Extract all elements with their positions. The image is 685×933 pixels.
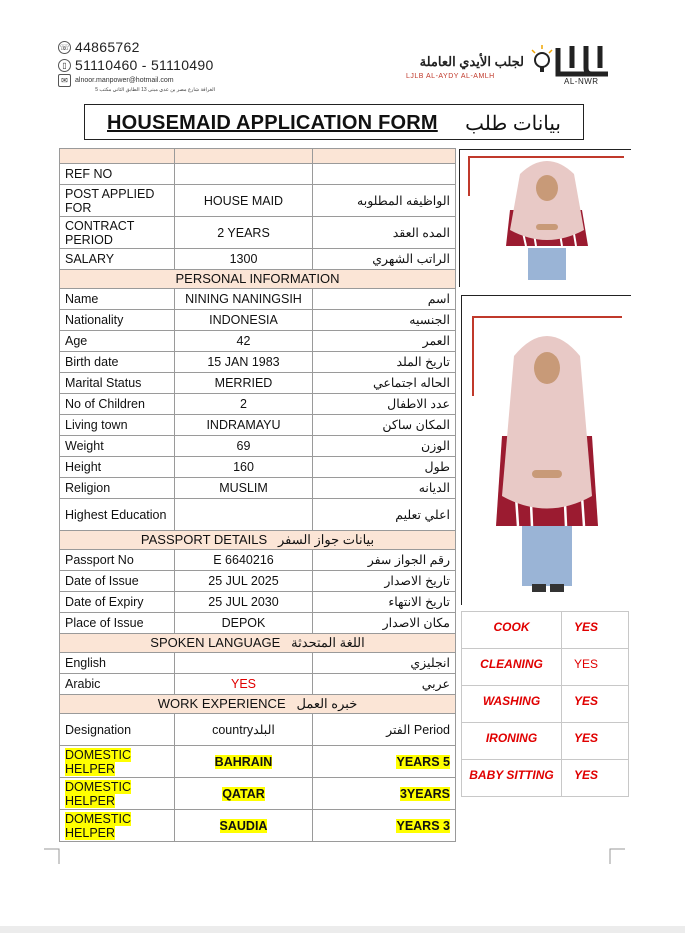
- work-designation-text: DOMESTIC HELPER: [65, 747, 131, 776]
- personal-row: [60, 415, 456, 436]
- personal-row: [60, 331, 456, 352]
- country-header: countryالبلد: [175, 714, 313, 746]
- post-ar: الواظيفه المطلوبه: [313, 185, 456, 217]
- phone-row: [58, 38, 215, 56]
- contract-ar: المده العقد: [313, 217, 456, 249]
- english-ar: انجليزي: [313, 653, 456, 674]
- passport-header-en: PASSPORT DETAILS: [140, 532, 268, 547]
- personal-value: 160: [175, 457, 313, 478]
- personal-header: PERSONAL INFORMATION: [60, 270, 456, 289]
- skill-name: IRONING: [462, 723, 562, 760]
- skills-table: [461, 611, 629, 797]
- contract-row: [60, 217, 456, 249]
- work-period: [313, 778, 456, 810]
- designation-header: Designation: [60, 714, 175, 746]
- cell: [60, 149, 175, 164]
- personal-label: Name: [60, 289, 175, 310]
- work-period-text: 3 YEARS: [396, 818, 450, 833]
- skill-row: [462, 760, 629, 797]
- post-row: [60, 185, 456, 217]
- work-row: [60, 810, 456, 842]
- email-row: [58, 74, 215, 86]
- work-designation: [60, 746, 175, 778]
- form-title: HOUSEMAID APPLICATION FORM: [107, 112, 438, 134]
- work-row: [60, 778, 456, 810]
- education-ar: اعلي تعليم: [313, 499, 456, 531]
- skills-rows: [462, 612, 629, 797]
- work-designation: [60, 778, 175, 810]
- passport-header: [60, 531, 456, 550]
- english-row: [60, 653, 456, 674]
- personal-label: Weight: [60, 436, 175, 457]
- personal-label: Religion: [60, 478, 175, 499]
- work-header-ar: خبره العمل: [296, 696, 358, 711]
- work-rows: [60, 746, 456, 842]
- personal-value: 69: [175, 436, 313, 457]
- skill-row: [462, 723, 629, 760]
- work-country-text: BAHRAIN: [214, 754, 273, 769]
- page-corner-right: [609, 848, 625, 864]
- work-columns-row: [60, 714, 456, 746]
- skill-value: YES: [562, 723, 629, 760]
- personal-row: [60, 289, 456, 310]
- company-name-en: LJLB AL-AYDY AL-AMLH: [406, 73, 495, 80]
- contact-block: [58, 38, 215, 93]
- passport-value: E 6640216: [175, 550, 313, 571]
- ref-row: [60, 164, 456, 185]
- contract-value: 2 YEARS: [175, 217, 313, 249]
- passport-ar: تاريخ الانتهاء: [313, 592, 456, 613]
- passport-ar: رقم الجواز سفر: [313, 550, 456, 571]
- personal-row: [60, 478, 456, 499]
- period-header: Period الفتر: [313, 714, 456, 746]
- personal-row: [60, 436, 456, 457]
- personal-rows: [60, 289, 456, 499]
- work-designation-text: DOMESTIC HELPER: [65, 811, 131, 840]
- education-value: [175, 499, 313, 531]
- personal-ar: طول: [313, 457, 456, 478]
- passport-row: [60, 613, 456, 634]
- personal-label: Height: [60, 457, 175, 478]
- personal-ar: الوزن: [313, 436, 456, 457]
- phone-number: 44865762: [75, 39, 140, 55]
- passport-row: [60, 550, 456, 571]
- skill-row: [462, 649, 629, 686]
- work-header-row: [60, 695, 456, 714]
- work-header: [60, 695, 456, 714]
- page-gutter: [0, 926, 685, 933]
- passport-label: Date of Issue: [60, 571, 175, 592]
- personal-row: [60, 352, 456, 373]
- personal-value: MUSLIM: [175, 478, 313, 499]
- personal-ar: الحاله اجتماعي: [313, 373, 456, 394]
- contract-label: CONTRACT PERIOD: [60, 217, 175, 249]
- title-box: [84, 104, 584, 140]
- passport-header-row: [60, 531, 456, 550]
- passport-value: DEPOK: [175, 613, 313, 634]
- work-period: [313, 810, 456, 842]
- personal-value: MERRIED: [175, 373, 313, 394]
- arabic-row: [60, 674, 456, 695]
- personal-label: Nationality: [60, 310, 175, 331]
- page-corner-left: [44, 848, 60, 864]
- work-period-text: 3YEARS: [399, 786, 450, 801]
- passport-value: 25 JUL 2030: [175, 592, 313, 613]
- work-country-text: SAUDIA: [219, 818, 268, 833]
- work-period: [313, 746, 456, 778]
- personal-row: [60, 394, 456, 415]
- work-row: [60, 746, 456, 778]
- personal-ar: عدد الاطفال: [313, 394, 456, 415]
- personal-header-row: [60, 270, 456, 289]
- ref-value: [175, 164, 313, 185]
- personal-value: INDRAMAYU: [175, 415, 313, 436]
- personal-label: Birth date: [60, 352, 175, 373]
- salary-ar: الراتب الشهري: [313, 249, 456, 270]
- personal-ar: الجنسيه: [313, 310, 456, 331]
- cell: [313, 149, 456, 164]
- personal-ar: اسم: [313, 289, 456, 310]
- passport-ar: تاريخ الاصدار: [313, 571, 456, 592]
- skill-name: COOK: [462, 612, 562, 649]
- work-country: [175, 746, 313, 778]
- post-value: HOUSE MAID: [175, 185, 313, 217]
- passport-label: Date of Expiry: [60, 592, 175, 613]
- work-header-en: WORK EXPERIENCE: [157, 696, 286, 711]
- personal-ar: العمر: [313, 331, 456, 352]
- salary-row: [60, 249, 456, 270]
- skill-name: BABY SITTING: [462, 760, 562, 797]
- passport-row: [60, 592, 456, 613]
- english-value: [175, 653, 313, 674]
- work-country-text: QATAR: [222, 786, 265, 801]
- skill-name: CLEANING: [462, 649, 562, 686]
- skill-value: YES: [562, 649, 629, 686]
- passport-row: [60, 571, 456, 592]
- skill-value: YES: [562, 760, 629, 797]
- passport-ar: مكان الاصدار: [313, 613, 456, 634]
- passport-header-ar: بيانات جواز السفر: [277, 532, 375, 547]
- mobile-row: [58, 56, 215, 74]
- work-period-text: 5 YEARS: [396, 754, 450, 769]
- form-title-ar: بيانات طلب: [465, 113, 561, 135]
- brand-name: AL-NWR: [564, 77, 599, 86]
- language-header: [60, 634, 456, 653]
- skill-value: YES: [562, 612, 629, 649]
- personal-ar: الديانه: [313, 478, 456, 499]
- salary-label: SALARY: [60, 249, 175, 270]
- personal-label: Marital Status: [60, 373, 175, 394]
- personal-label: No of Children: [60, 394, 175, 415]
- mobile-icon: ▯: [58, 59, 71, 72]
- english-label: English: [60, 653, 175, 674]
- passport-value: 25 JUL 2025: [175, 571, 313, 592]
- ref-label: REF NO: [60, 164, 175, 185]
- skill-row: [462, 686, 629, 723]
- passport-rows: [60, 550, 456, 634]
- passport-label: Place of Issue: [60, 613, 175, 634]
- education-row: [60, 499, 456, 531]
- skill-name: WASHING: [462, 686, 562, 723]
- work-designation-text: DOMESTIC HELPER: [65, 779, 131, 808]
- skill-row: [462, 612, 629, 649]
- work-country: [175, 810, 313, 842]
- personal-ar: المكان ساكن: [313, 415, 456, 436]
- arabic-value: YES: [175, 674, 313, 695]
- personal-row: [60, 457, 456, 478]
- post-label: POST APPLIED FOR: [60, 185, 175, 217]
- applicant-photo-portrait: [459, 149, 631, 287]
- personal-value: NINING NANINGSIH: [175, 289, 313, 310]
- personal-value: INDONESIA: [175, 310, 313, 331]
- personal-value: 15 JAN 1983: [175, 352, 313, 373]
- email-text: alnoor.manpower@hotmail.com: [75, 76, 174, 84]
- arabic-ar: عربي: [313, 674, 456, 695]
- applicant-photo-full: [461, 295, 631, 605]
- language-header-row: [60, 634, 456, 653]
- personal-label: Living town: [60, 415, 175, 436]
- skill-value: YES: [562, 686, 629, 723]
- education-label: Highest Education: [60, 499, 175, 531]
- mobile-numbers: 51110460 - 51110490: [75, 57, 214, 73]
- personal-value: 2: [175, 394, 313, 415]
- company-name-ar: لجلب الأيدي العاملة: [419, 54, 524, 69]
- application-table: [59, 148, 456, 842]
- address-text: الغرافة شارع مصر بن عدي مبنى 13 الطابق الثاني مكتب 5: [95, 87, 215, 93]
- arabic-label: Arabic: [60, 674, 175, 695]
- ref-ar: [313, 164, 456, 185]
- phone-icon: ☏: [59, 42, 70, 52]
- work-designation: [60, 810, 175, 842]
- blank-header-row: [60, 149, 456, 164]
- language-header-ar: اللغة المتحدثة: [291, 635, 365, 650]
- portrait-image: [460, 150, 632, 288]
- cell: [175, 149, 313, 164]
- passport-label: Passport No: [60, 550, 175, 571]
- email-icon: ✉: [58, 74, 71, 87]
- personal-ar: تاريخ الملد: [313, 352, 456, 373]
- personal-value: 42: [175, 331, 313, 352]
- personal-row: [60, 310, 456, 331]
- work-country: [175, 778, 313, 810]
- salary-value: 1300: [175, 249, 313, 270]
- language-header-en: SPOKEN LANGUAGE: [150, 635, 281, 650]
- company-logo: [404, 40, 614, 90]
- full-body-image: [462, 296, 632, 606]
- personal-row: [60, 373, 456, 394]
- personal-label: Age: [60, 331, 175, 352]
